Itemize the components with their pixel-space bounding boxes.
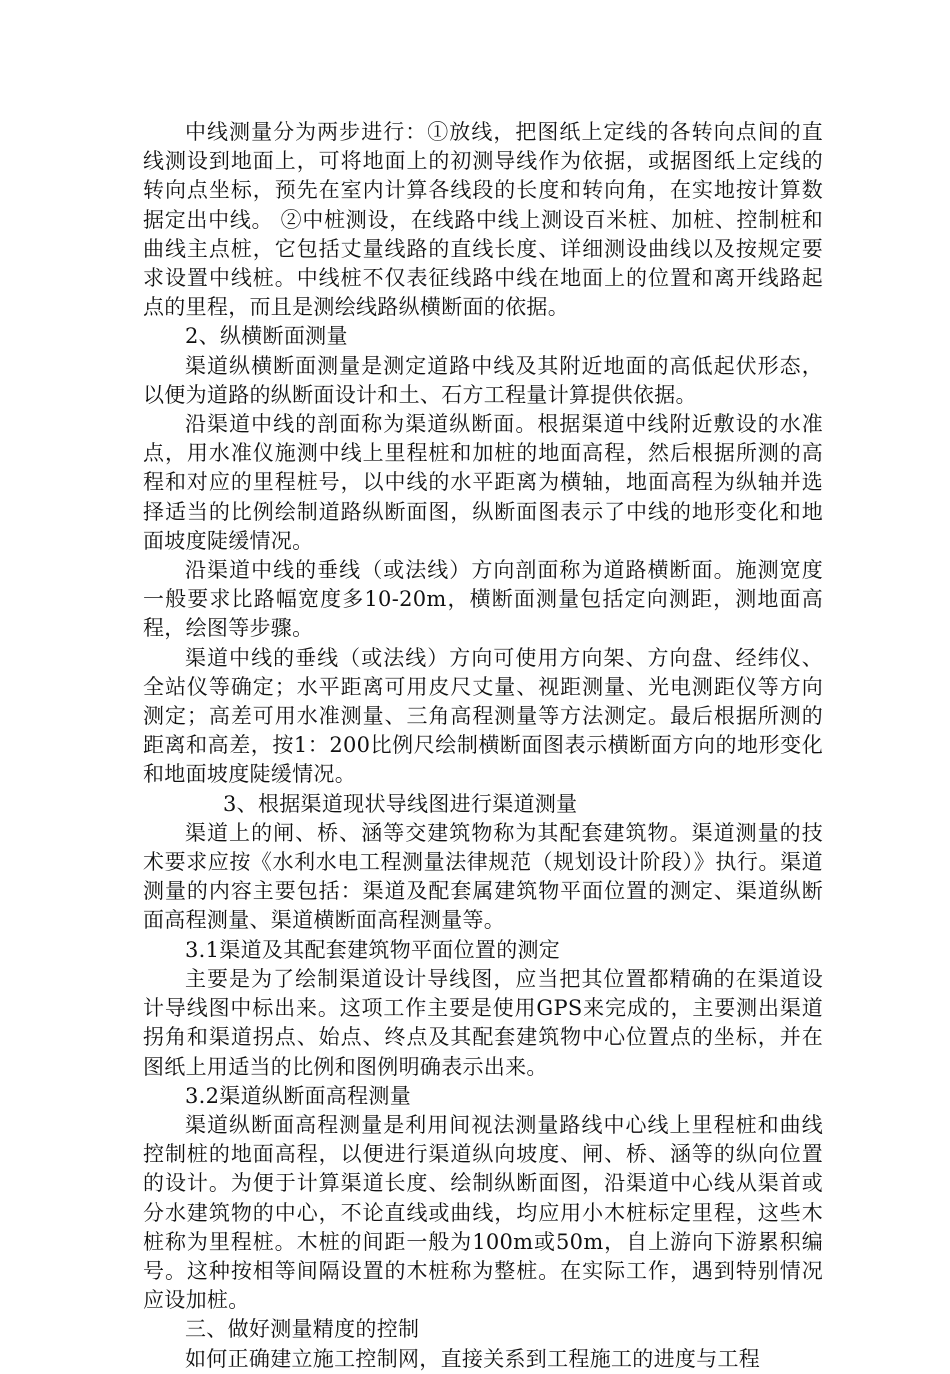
paragraph-control-network: 如何正确建立施工控制网，直接关系到工程施工的进度与工程: [185, 1346, 761, 1371]
paragraph-plane-position: 主要是为了绘制渠道设计导线图，应当把其位置都精确的在渠道设计导线图中标出来。这项工作主要是使用GPS来完成的，主要测出渠道拐角和渠道拐点、始点、终点及其配套建筑物中心位置点的坐标，并在图纸上用适当的比例和图例明确表示出来。: [143, 966, 823, 1079]
paragraph-profile-definition: 渠道纵横断面测量是测定道路中线及其附近地面的高低起伏形态，以便为道路的纵断面设计和土、石方工程量计算提供依据。: [143, 353, 823, 407]
paragraph-longitudinal-section: 沿渠道中线的剖面称为渠道纵断面。根据渠道中线附近敷设的水准点，用水准仪施测中线上里程桩和加桩的地面高程，然后根据所测的高程和对应的里程桩号，以中线的水平距离为横轴，地面高程为纵轴并选择适当的比例绘制道路纵断面图，纵断面图表示了中线的地形变化和地面坡度陡缓情况。: [143, 412, 823, 553]
paragraph-channel-structures: 渠道上的闸、桥、涵等交建筑物称为其配套建筑物。渠道测量的技术要求应按《水利水电工程测量法律规范（规划设计阶段）》执行。渠道测量的内容主要包括：渠道及配套属建筑物平面位置的测定、渠道纵断面高程测量、渠道横断面高程测量等。: [143, 820, 823, 933]
paragraph-cross-section: 沿渠道中线的垂线（或法线）方向剖面称为道路横断面。施测宽度一般要求比路幅宽度多10-20m，横断面测量包括定向测距，测地面高程，绘图等步骤。: [143, 558, 823, 641]
section-heading-precision-control: 三、做好测量精度的控制: [185, 1317, 420, 1342]
subsection-heading-3-2: 3.2渠道纵断面高程测量: [185, 1083, 411, 1108]
paragraph-elevation-survey: 渠道纵断面高程测量是利用间视法测量路线中心线上里程桩和曲线控制桩的地面高程，以便进行渠道纵向坡度、闸、桥、涵等的纵向位置的设计。为便于计算渠道长度、绘制纵断面图，沿渠道中心线从渠首或分水建筑物的中心，不论直线或曲线，均应用小木桩标定里程，这些木桩称为里程桩。木桩的间距一般为100m或50m，自上游向下游累积编号。这种按相等间隔设置的木桩称为整桩。在实际工作，遇到特别情况应设加桩。: [143, 1112, 823, 1313]
document-page: [143, 118, 823, 1374]
paragraph-centerline-survey: 中线测量分为两步进行：①放线，把图纸上定线的各转向点间的直线测设到地面上，可将地面上的初测导线作为依据，或据图纸上定线的转向点坐标，预先在室内计算各线段的长度和转向角，在实地按计算数据定出中线。 ②中桩测设，在线路中线上测设百米桩、加桩、控制桩和曲线主点桩，它包括丈量线路的直线长度、详细测设曲线以及按规定要求设置中线桩。中线桩不仅表征线路中线在地面上的位置和离开线路起点的里程，而且是测绘线路纵横断面的依据。: [143, 120, 823, 320]
subsection-heading-3-1: 3.1渠道及其配套建筑物平面位置的测定: [185, 937, 561, 962]
section-heading-channel-survey: 3、根据渠道现状导线图进行渠道测量: [223, 791, 578, 816]
paragraph-cross-section-methods: 渠道中线的垂线（或法线）方向可使用方向架、方向盘、经纬仪、全站仪等确定；水平距离可用皮尺丈量、视距测量、光电测距仪等方向测定；高差可用水准测量、三角高程测量等方法测定。最后根据所测的距离和高差，按1：200比例尺绘制横断面图表示横断面方向的地形变化和地面坡度陡缓情况。: [143, 645, 823, 787]
section-heading-profile-survey: 2、纵横断面测量: [185, 324, 348, 349]
